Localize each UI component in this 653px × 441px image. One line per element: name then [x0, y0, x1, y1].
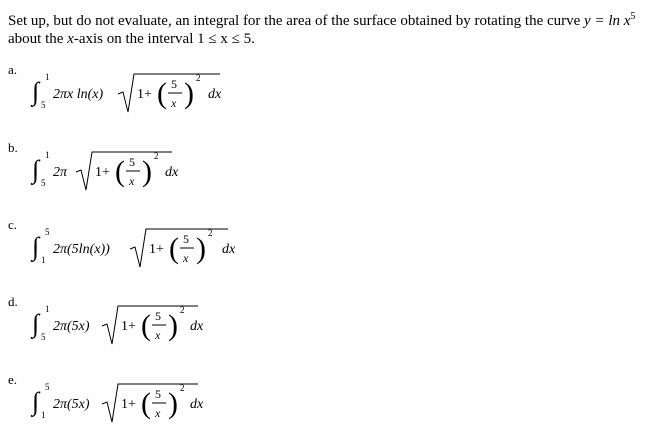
option-e-formula — [30, 376, 290, 432]
curve-exponent: 5 — [630, 11, 636, 22]
fraction-denominator: x — [155, 328, 161, 342]
integral-sign: ∫ — [32, 232, 40, 261]
integrand: 2π(5x) — [53, 319, 90, 334]
left-paren: ( — [115, 155, 125, 188]
option-b-formula — [30, 144, 290, 200]
sqrt-prefix: 1+ — [95, 165, 110, 180]
option-c-formula — [30, 221, 310, 277]
integrand: 2π(5ln(x)) — [53, 242, 110, 257]
lower-limit: 1 — [41, 410, 46, 420]
left-paren: ( — [141, 309, 151, 342]
dx: dx — [165, 165, 179, 180]
option-d-letter: d. — [8, 294, 18, 309]
fraction-denominator: x — [183, 251, 189, 265]
sqrt-prefix: 1+ — [121, 397, 136, 412]
axis-variable: x — [67, 31, 74, 47]
fraction-numerator: 5 — [183, 232, 189, 246]
upper-limit: 5 — [45, 382, 50, 392]
question-line2-middle: -axis on the interval — [73, 31, 194, 47]
option-d-formula — [30, 298, 290, 354]
right-paren: ) — [168, 387, 178, 420]
upper-limit: 1 — [45, 150, 50, 160]
curve-equation: y = ln x — [584, 13, 631, 29]
fraction-denominator: x — [171, 96, 177, 110]
fraction-denominator: x — [129, 174, 135, 188]
sqrt-prefix: 1+ — [149, 242, 164, 257]
sqrt-prefix: 1+ — [121, 319, 136, 334]
integral-sign: ∫ — [32, 387, 40, 416]
option-a-formula — [30, 66, 290, 122]
option-b-letter: b. — [8, 140, 18, 155]
lower-limit: 5 — [41, 100, 46, 110]
integrand: 2π(5x) — [53, 397, 90, 412]
sqrt-prefix: 1+ — [137, 87, 152, 102]
exponent: 2 — [180, 383, 185, 393]
exponent: 2 — [180, 305, 185, 315]
integrand: 2πx ln(x) — [53, 87, 104, 102]
fraction-numerator: 5 — [155, 387, 161, 401]
fraction-numerator: 5 — [155, 309, 161, 323]
right-paren: ) — [196, 232, 206, 265]
exponent: 2 — [196, 73, 201, 83]
dx: dx — [190, 319, 204, 334]
integrand: 2π — [53, 165, 68, 180]
fraction-numerator: 5 — [171, 77, 177, 91]
question-prompt: Set up, but do not evaluate, an integral for the area of the surface obtained by rotating the curve — [8, 13, 581, 29]
fraction-numerator: 5 — [129, 155, 135, 169]
left-paren: ( — [169, 232, 179, 265]
lower-limit: 5 — [41, 332, 46, 342]
dx: dx — [222, 242, 236, 257]
integral-sign: ∫ — [32, 77, 40, 106]
right-paren: ) — [184, 77, 194, 110]
upper-limit: 5 — [45, 227, 50, 237]
lower-limit: 1 — [41, 255, 46, 265]
interval: 1 ≤ x ≤ 5. — [197, 31, 255, 47]
option-e-letter: e. — [8, 372, 18, 387]
upper-limit: 1 — [45, 72, 50, 82]
sqrt-sign — [130, 229, 228, 267]
upper-limit: 1 — [45, 304, 50, 314]
exponent: 2 — [208, 228, 213, 238]
exponent: 2 — [154, 151, 159, 161]
option-c-letter: c. — [8, 217, 18, 232]
option-a-letter: a. — [8, 62, 18, 77]
integral-sign: ∫ — [32, 309, 40, 338]
question-text — [8, 8, 648, 48]
right-paren: ) — [168, 309, 178, 342]
lower-limit: 5 — [41, 178, 46, 188]
left-paren: ( — [141, 387, 151, 420]
fraction-denominator: x — [155, 406, 161, 420]
dx: dx — [190, 397, 204, 412]
dx: dx — [208, 87, 222, 102]
question-line2-prefix: about the — [8, 31, 64, 47]
right-paren: ) — [142, 155, 152, 188]
integral-sign: ∫ — [32, 155, 40, 184]
left-paren: ( — [157, 77, 167, 110]
